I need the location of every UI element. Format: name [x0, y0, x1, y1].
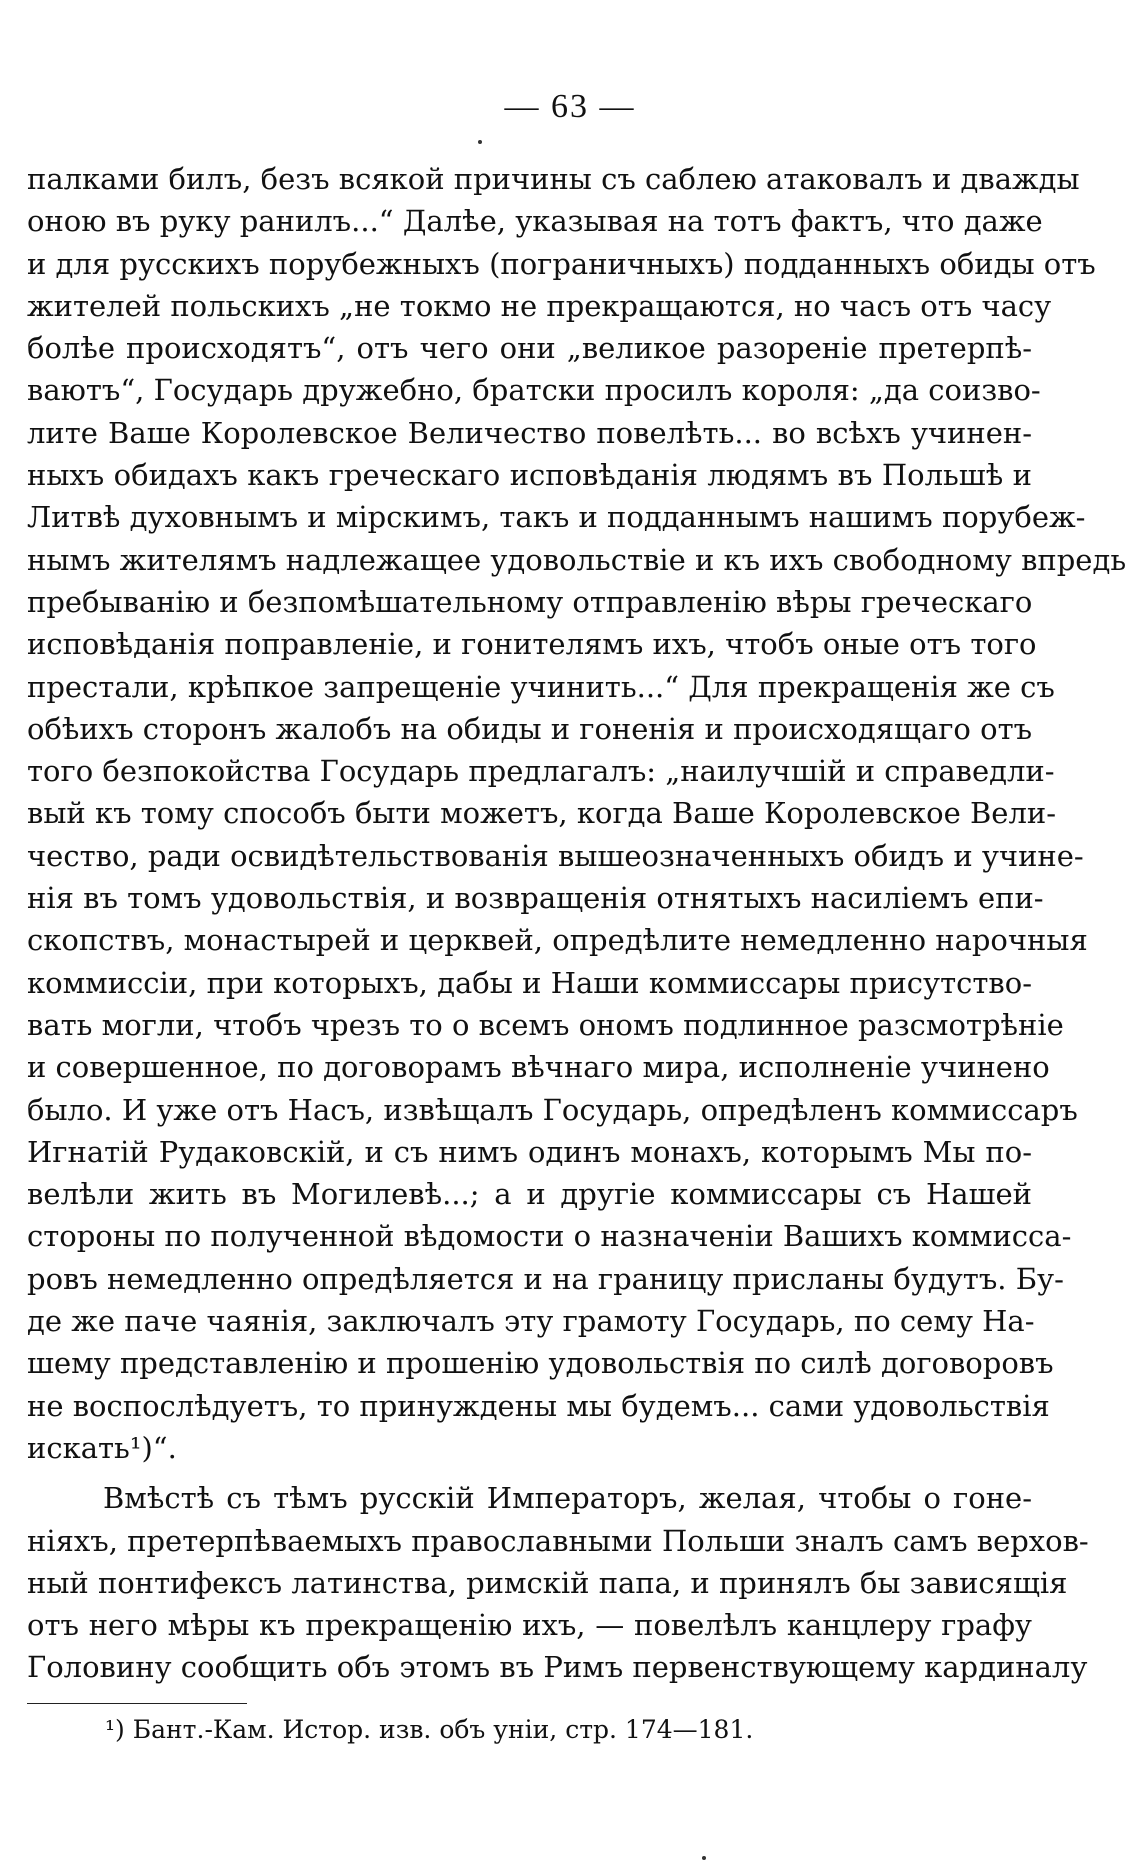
- text-line: искать¹)“.: [27, 1430, 177, 1465]
- footnote: ¹) Бант.-Кам. Истор. изв. объ уніи, стр. 174—181.: [105, 1715, 754, 1744]
- text-line: Игнатій Рудаковскій, и съ нимъ одинъ монахъ, которымъ Мы по-: [27, 1134, 1032, 1169]
- text-line: ніяхъ, претерпѣваемыхъ православными Польши зналъ самъ верхов-: [27, 1523, 1089, 1558]
- text-line: стороны по полученной вѣдомости о назначеніи Вашихъ коммисса-: [27, 1219, 1072, 1254]
- text-line: исповѣданія поправленіе, и гонителямъ ихъ, чтобъ оные отъ того: [27, 627, 1037, 662]
- text-line: чество, ради освидѣтельствованія вышеозначенныхъ обидъ и учине-: [27, 838, 1084, 873]
- text-line: вый къ тому способъ быти можетъ, когда Ваше Королевское Вели-: [27, 796, 1057, 831]
- text-line: того безпокойства Государь предлагалъ: „наилучшій и справедли-: [27, 754, 1055, 789]
- text-line: шему представленію и прошенію удовольствія по силѣ договоровъ: [27, 1346, 1054, 1381]
- text-line: коммиссіи, при которыхъ, дабы и Наши коммиссары присутство-: [27, 965, 1032, 1000]
- text-line: ныхъ обидахъ какъ греческаго исповѣданія людямъ въ Польшѣ и: [27, 458, 1032, 493]
- text-line: ваютъ“, Государь дружебно, братски просилъ короля: „да соизво-: [27, 373, 1041, 408]
- text-line: Вмѣстѣ съ тѣмъ русскій Императоръ, желая, чтобы о гоне-: [103, 1481, 1032, 1516]
- text-line: велѣли жить въ Могилевѣ...; а и другіе коммиссары съ Нашей: [27, 1177, 1032, 1212]
- text-line: палками билъ, безъ всякой причины съ саблею атаковалъ и дважды: [27, 162, 1080, 196]
- print-speck: [702, 1856, 706, 1860]
- text-line: лите Ваше Королевское Величество повелѣть... во всѣхъ учинен-: [27, 415, 1032, 450]
- text-line: ный понтифексъ латинства, римскій папа, и принялъ бы зависящія: [27, 1565, 1068, 1600]
- paragraph-1: [27, 158, 1127, 1469]
- text-line: нымъ жителямъ надлежащее удовольствіе и къ ихъ свободному впредь: [27, 542, 1127, 577]
- text-line: де же паче чаянія, заключалъ эту грамоту Государь, по сему На-: [27, 1304, 1035, 1339]
- text-line: и для русскихъ порубежныхъ (пограничныхъ) подданныхъ обиды отъ: [27, 246, 1096, 281]
- text-line: отъ него мѣры къ прекращенію ихъ, — повелѣлъ канцлеру графу: [27, 1608, 1032, 1643]
- paragraph-2: [27, 1477, 1089, 1688]
- text-line: ровъ немедленно опредѣляется и на границу присланы будутъ. Бу-: [27, 1261, 1064, 1296]
- text-line: престали, крѣпкое запрещеніе учинить...“ Для прекращенія же съ: [27, 669, 1055, 704]
- text-line: было. И уже отъ Насъ, извѣщалъ Государь, опредѣленъ коммиссаръ: [27, 1092, 1078, 1127]
- text-line: Головину сообщить объ этомъ въ Римъ первенствующему кардиналу: [27, 1650, 1088, 1685]
- text-line: болѣе происходятъ“, отъ чего они „великое разореніе претерпѣ-: [27, 331, 1032, 366]
- page-number: — 63 —: [504, 88, 636, 125]
- text-line: не воспослѣдуетъ, то принуждены мы будемъ... сами удовольствія: [27, 1388, 1050, 1423]
- body-text: [27, 158, 1127, 1689]
- text-line: оною въ руку ранилъ...“ Далѣе, указывая на тотъ фактъ, что даже: [27, 204, 1043, 239]
- text-line: скопствъ, монастырей и церквей, опредѣлите немедленно нарочныя: [27, 923, 1088, 958]
- text-line: обѣихъ сторонъ жалобъ на обиды и гоненія и происходящаго отъ: [27, 711, 1033, 746]
- text-line: жителей польскихъ „не токмо не прекращаются, но часъ отъ часу: [27, 288, 1052, 323]
- print-speck: [478, 140, 482, 144]
- text-line: Литвѣ духовнымъ и мірскимъ, такъ и подданнымъ нашимъ порубеж-: [27, 500, 1086, 535]
- text-line: вать могли, чтобъ чрезъ то о всемъ ономъ подлинное разсмотрѣніе: [27, 1007, 1064, 1042]
- text-line: нія въ томъ удовольствія, и возвращенія отнятыхъ насиліемъ епи-: [27, 881, 1044, 916]
- text-line: пребыванію и безпомѣшательному отправленію вѣры греческаго: [27, 584, 1033, 619]
- text-line: и совершенное, по договорамъ вѣчнаго мира, исполненіе учинено: [27, 1050, 1050, 1085]
- footnote-divider: [27, 1703, 247, 1704]
